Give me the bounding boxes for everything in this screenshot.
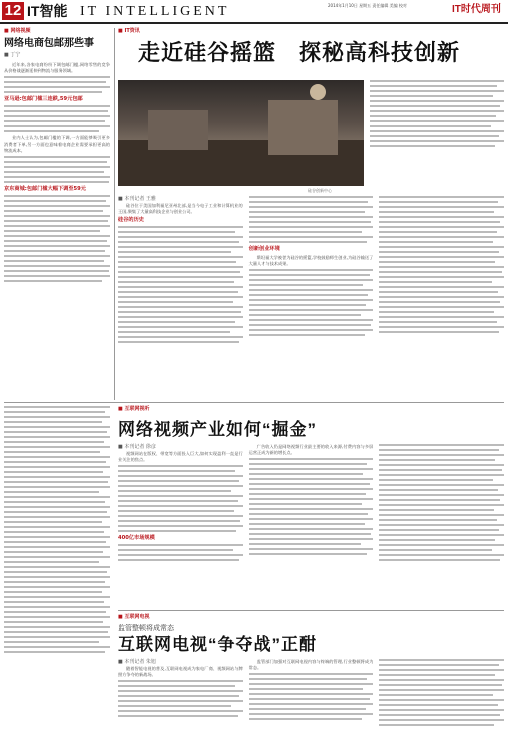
bottom-tag: ■ 互联网视听 <box>118 406 504 413</box>
paragraph: 近年来,各家电商纷纷下调包邮门槛,网络零售的竞争从价格战逐渐延伸到物流与服务领域。 <box>4 62 110 74</box>
feature-sidebar <box>370 80 504 150</box>
feature-title: 走近硅谷摇篮 探秘高科技创新 <box>138 40 461 65</box>
bottom-article <box>118 406 504 606</box>
paragraph: 随着智能电视的普及,互联网电视成为家电厂商、视频网站与牌照方争夺的新战场。 <box>118 665 243 677</box>
publication-logo: IT时代周刊 <box>452 4 501 15</box>
photo-caption: 硅谷创新中心 <box>308 188 332 193</box>
paragraph: 视频网站在版权、带宽等方面投入巨大,如何实现盈利一直是行业关注的焦点。 <box>118 450 243 462</box>
last-tag: ■ 互联网电视 <box>118 614 504 621</box>
section-divider <box>118 610 504 611</box>
paragraph: 硅谷位于美国加利福尼亚州北部,是当今电子工业和计算机业的王国,聚集了大量高科技企业与创业公司。 <box>118 203 243 215</box>
page-header <box>0 0 508 22</box>
paragraph: 广告收入仍是网络视频行业最主要的收入来源,付费内容与多屏运营正成为新的增长点。 <box>248 443 374 455</box>
paragraph: 业内人士认为,包邮门槛的下调,一方面能够吸引更多消费者下单,另一方面也意味着电商企业需要承担更高的物流成本。 <box>4 135 110 153</box>
header-rule <box>0 22 508 24</box>
last-title: 互联网电视“争夺战”正酣 <box>118 635 317 654</box>
left-article <box>4 28 110 428</box>
subhead: 硅谷的历史 <box>118 217 144 224</box>
article-body <box>4 62 110 282</box>
campus-photo-illustration <box>118 80 364 186</box>
column-divider <box>114 28 115 400</box>
last-article <box>118 614 504 748</box>
section-divider <box>4 402 504 403</box>
last-kicker: 监管整顿将成常态 <box>118 624 174 632</box>
feature-tag: ■ IT资讯 <box>118 28 504 35</box>
subhead: 亚马逊:包邮门槛三连跌,59元包邮 <box>4 96 83 103</box>
article-author: ■ 丁宁 <box>4 52 21 58</box>
article-tag: ■ 网络视频 <box>4 28 110 35</box>
paragraph: 斯坦福大学被誉为硅谷的摇篮,学校鼓励师生创业,为硅谷输送了大量人才与技术成果。 <box>248 255 374 267</box>
page-number: 12 <box>2 2 24 20</box>
left-article-continued <box>4 406 110 656</box>
feature-body <box>118 196 504 346</box>
header-meta: 2014年1月10日 星期五 责任编辑 美编 校对 <box>328 3 407 8</box>
subhead: 创新创业环境 <box>248 246 280 252</box>
feature-article <box>118 28 504 400</box>
article-title: 网络电商包邮那些事 <box>4 38 94 49</box>
last-author: ■ 本刊记者 朱旭 <box>118 658 156 665</box>
feature-photo <box>118 80 364 186</box>
section-title-cn: IT智能 <box>27 3 68 19</box>
bottom-author: ■ 本刊记者 徐彦 <box>118 443 156 450</box>
feature-author: ■ 本刊记者 王雅 <box>118 196 156 202</box>
paragraph: 监管部门加强对互联网电视内容与终端的管理,行业整顿将成为常态。 <box>248 658 374 670</box>
subhead: 京东商城:包邮门槛大幅下调至59元 <box>4 186 86 193</box>
bottom-title: 网络视频产业如何“掘金” <box>118 420 317 439</box>
subhead: 400亿市场规模 <box>118 535 155 542</box>
section-title-en: IT INTELLIGENT <box>80 4 230 19</box>
